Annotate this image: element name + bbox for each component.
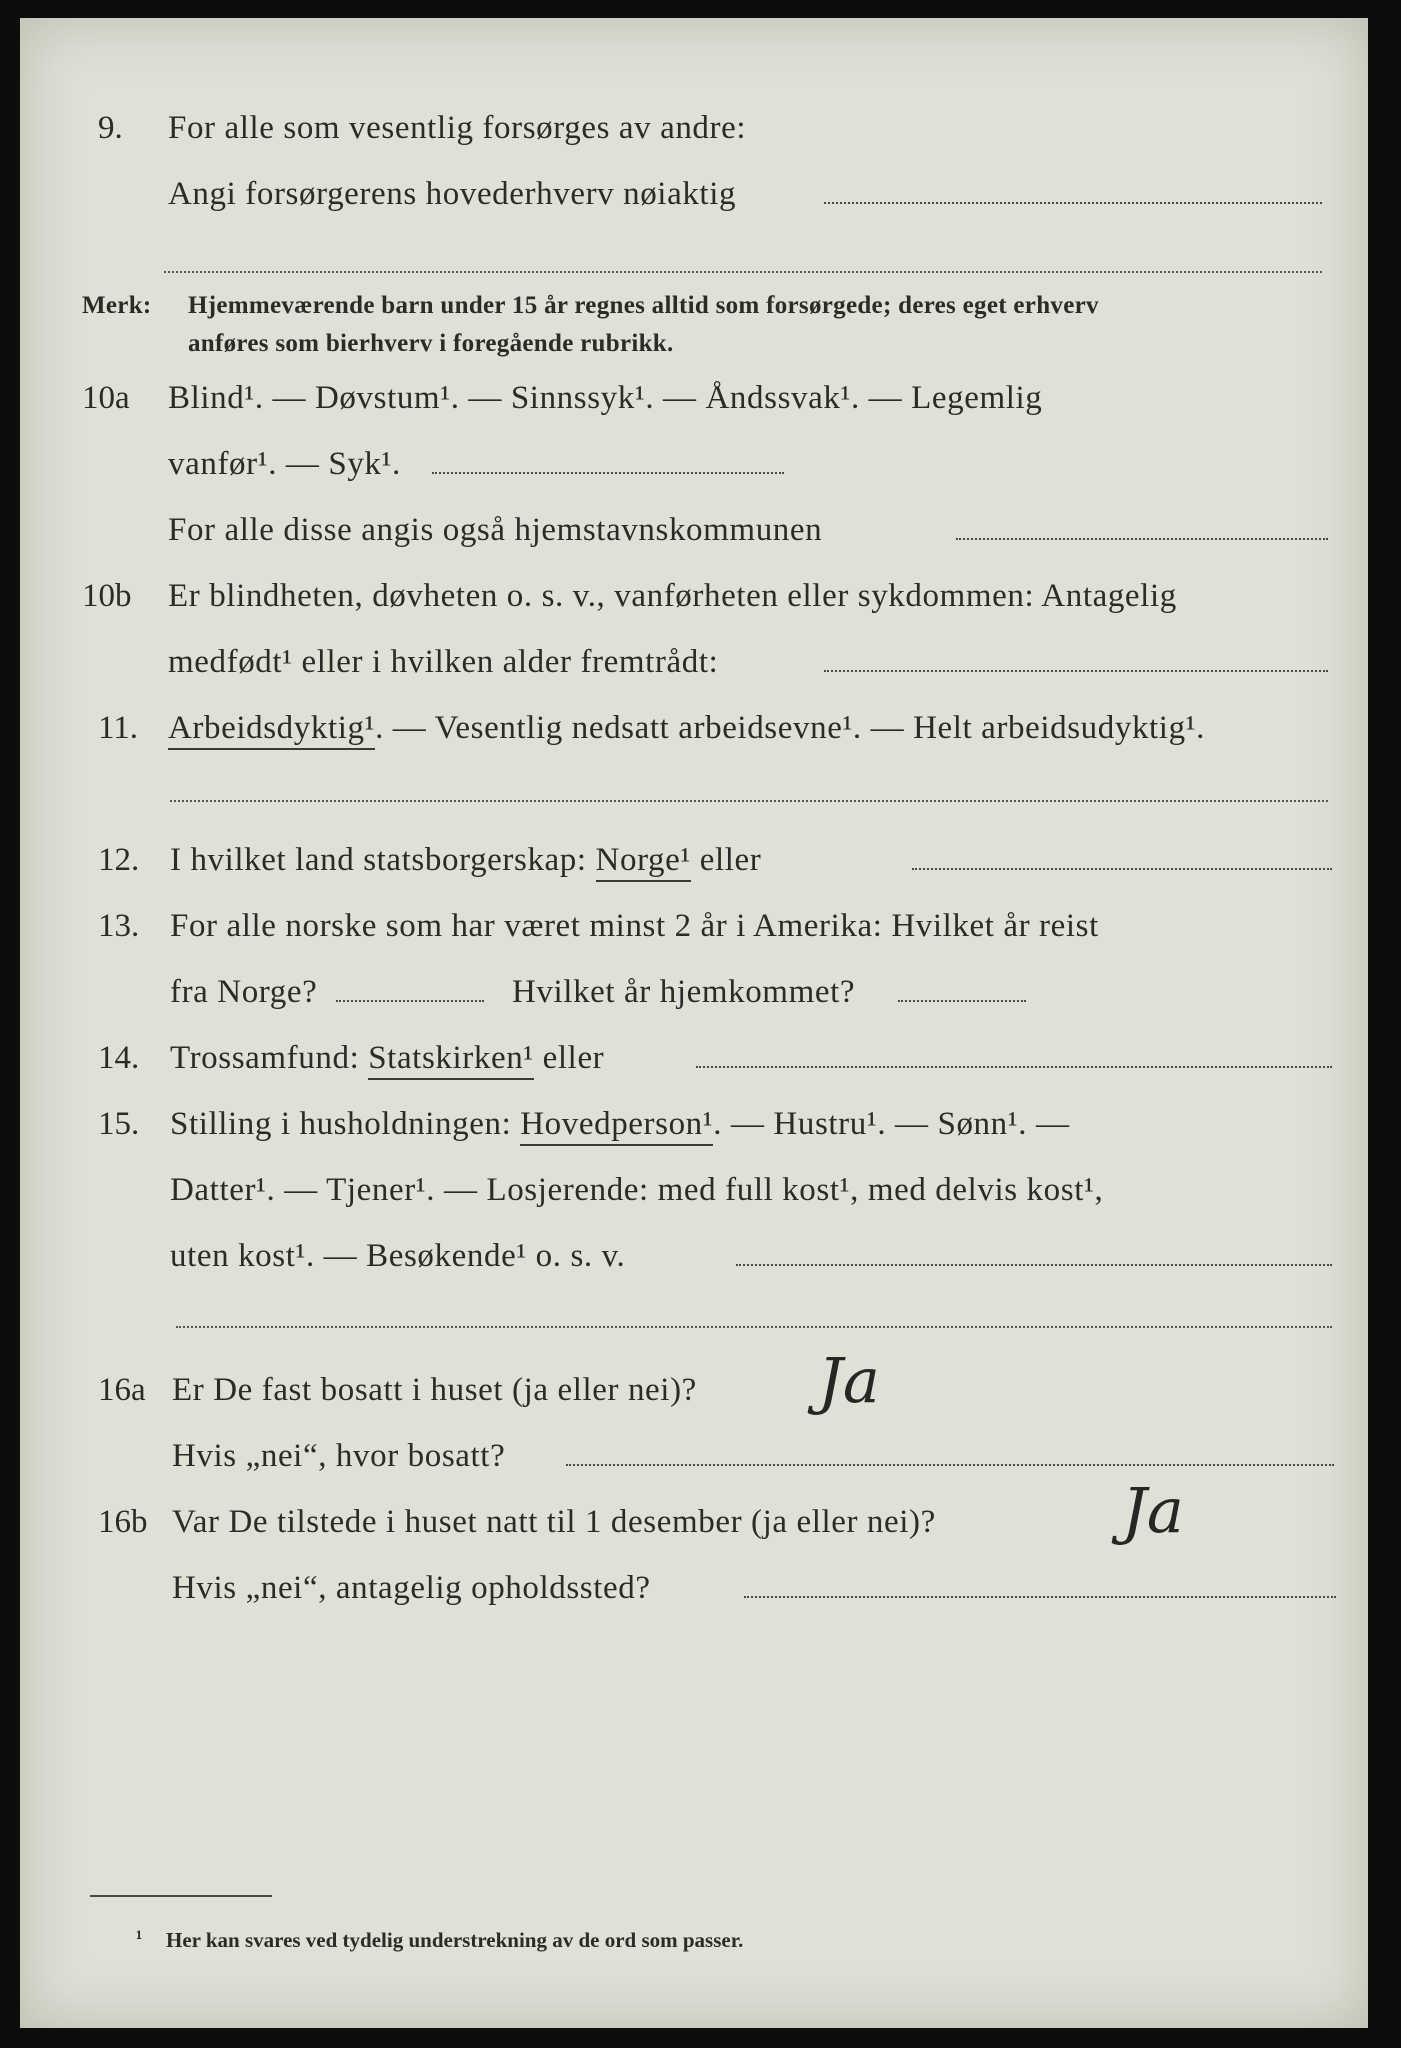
answer-line[interactable] xyxy=(956,538,1328,540)
question-text: Var De tilstede i huset natt til 1 desember (ja eller nei)? xyxy=(172,1504,936,1540)
question-text xyxy=(170,842,761,879)
question-text xyxy=(168,710,1205,747)
question-number: 14. xyxy=(98,1040,140,1076)
answer-line[interactable] xyxy=(824,670,1328,672)
separator xyxy=(164,271,1322,273)
question-number: 12. xyxy=(98,842,140,878)
question-number: 16a xyxy=(98,1372,146,1408)
question-text: medfødt¹ eller i hvilken alder fremtrådt: xyxy=(168,644,719,680)
answer-line[interactable] xyxy=(736,1264,1332,1266)
question-text-pre: Stilling i husholdningen: xyxy=(170,1106,512,1142)
question-text xyxy=(170,1106,1070,1143)
answer-line[interactable] xyxy=(336,1000,484,1002)
question-text-post: . — Hustru¹. — Sønn¹. — xyxy=(713,1106,1070,1142)
question-text-post: eller xyxy=(542,1040,605,1076)
answer-line[interactable] xyxy=(696,1066,1332,1068)
question-text: Er De fast bosatt i huset (ja eller nei)? xyxy=(172,1372,697,1408)
answer-line[interactable] xyxy=(566,1464,1334,1466)
question-number: 13. xyxy=(98,908,140,944)
question-text: Er blindheten, døvheten o. s. v., vanførheten eller sykdommen: Antagelig xyxy=(168,578,1177,614)
question-text: Angi forsørgerens hovederhverv nøiaktig xyxy=(168,176,737,212)
separator xyxy=(170,800,1328,802)
merk-label: Merk: xyxy=(82,292,152,319)
footnote-mark: ¹ xyxy=(136,1926,143,1950)
separator xyxy=(176,1326,1332,1328)
question-text: fra Norge? xyxy=(170,974,318,1010)
question-text-pre: Trossamfund: xyxy=(170,1040,360,1076)
census-form-page xyxy=(20,18,1368,2028)
question-text: For alle som vesentlig forsørges av andre: xyxy=(168,110,747,146)
question-text xyxy=(170,1040,604,1077)
question-number: 15. xyxy=(98,1106,140,1142)
question-text: Hvis „nei“, antagelig opholdssted? xyxy=(172,1570,651,1606)
handwritten-answer: Ja xyxy=(818,1344,880,1417)
question-number: 16b xyxy=(98,1504,148,1540)
question-number: 10b xyxy=(82,578,132,614)
question-text-post: eller xyxy=(699,842,762,878)
answer-line[interactable] xyxy=(744,1596,1336,1598)
question-text: uten kost¹. — Besøkende¹ o. s. v. xyxy=(170,1238,626,1274)
question-text: For alle disse angis også hjemstavnskommunen xyxy=(168,512,823,548)
answer-line[interactable] xyxy=(824,202,1322,204)
question-text: Datter¹. — Tjener¹. — Losjerende: med full kost¹, med delvis kost¹, xyxy=(170,1172,1104,1208)
answer-line[interactable] xyxy=(432,472,784,474)
selected-option: Statskirken¹ xyxy=(368,1040,534,1080)
footnote-rule xyxy=(90,1895,272,1897)
question-text: Hvis „nei“, hvor bosatt? xyxy=(172,1438,506,1474)
merk-text: Hjemmeværende barn under 15 år regnes alltid som forsørgede; deres eget erhverv xyxy=(188,292,1099,319)
question-number: 11. xyxy=(98,710,139,746)
answer-line[interactable] xyxy=(898,1000,1026,1002)
selected-option: Hovedperson¹ xyxy=(520,1106,713,1146)
question-text-rest: . — Vesentlig nedsatt arbeidsevne¹. — Helt arbeidsudyktig¹. xyxy=(375,710,1206,746)
answer-line[interactable] xyxy=(912,868,1332,870)
question-text: For alle norske som har været minst 2 år i Amerika: Hvilket år reist xyxy=(170,908,1099,944)
question-number: 10a xyxy=(82,380,130,416)
footnote-text: Her kan svares ved tydelig understrekning av de ord som passer. xyxy=(166,1928,744,1952)
question-text-pre: I hvilket land statsborgerskap: xyxy=(170,842,587,878)
question-text: vanfør¹. — Syk¹. xyxy=(168,446,401,482)
selected-option: Arbeidsdyktig¹ xyxy=(168,710,375,750)
question-number: 9. xyxy=(98,110,123,146)
question-text: Hvilket år hjemkommet? xyxy=(512,974,856,1010)
handwritten-answer: Ja xyxy=(1122,1474,1184,1547)
selected-option: Norge¹ xyxy=(596,842,691,882)
question-text: Blind¹. — Døvstum¹. — Sinnssyk¹. — Åndssvak¹. — Legemlig xyxy=(168,380,1043,416)
merk-text: anføres som bierhverv i foregående rubrikk. xyxy=(188,330,674,357)
